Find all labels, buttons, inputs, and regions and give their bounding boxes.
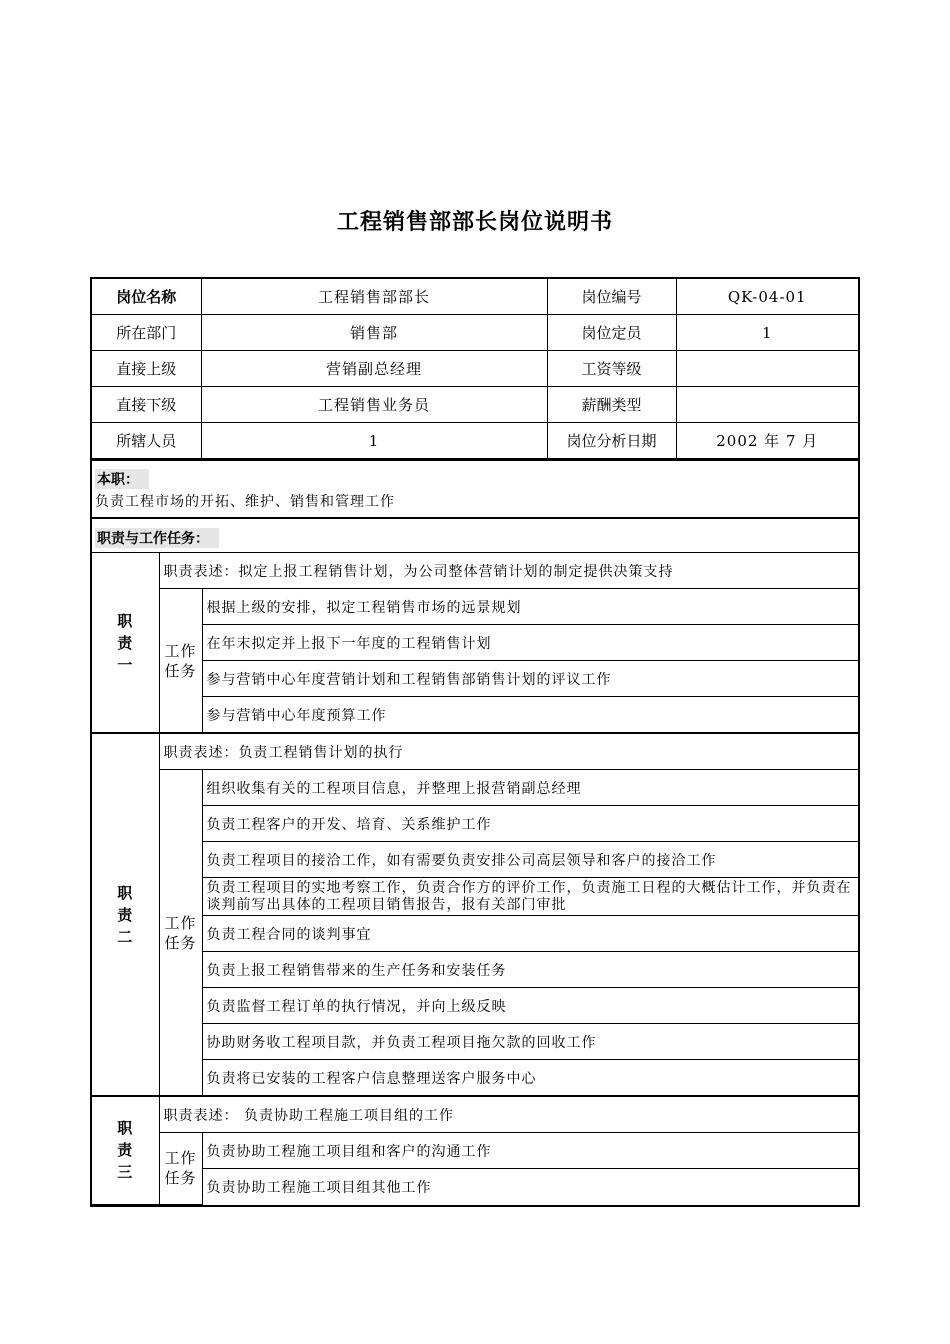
task-row [92,770,858,806]
superior-label: 直接上级 [92,351,201,387]
duties-tasks-label: 职责与工作任务： [95,528,219,548]
task-row [92,842,858,878]
task-item: 参与营销中心年度营销计划和工程销售部销售计划的评议工作 [202,661,858,697]
task-row [92,1024,858,1060]
task-item: 参与营销中心年度预算工作 [202,697,858,734]
analysis-date-value: 2002 年 7 月 [676,423,858,459]
subordinate-label: 直接下级 [92,387,201,423]
duty-two-cell [92,733,159,1096]
duty-statement: 职责表述：拟定上报工程销售计划，为公司整体营销计划的制定提供决策支持 [159,553,858,589]
task-row [92,661,858,697]
core-duty-label: 本职： [95,469,149,489]
salary-grade-label: 工资等级 [547,351,676,387]
basic-info-table [92,279,858,459]
headcount-label: 岗位定员 [547,315,676,351]
pay-type-label: 薪酬类型 [547,387,676,423]
task-label: 工作任务 [164,1149,197,1188]
position-name-value: 工程销售部部长 [201,279,547,315]
duty-statement-row [92,733,858,770]
task-item: 负责工程客户的开发、培育、关系维护工作 [202,806,858,842]
task-item: 根据上级的安排，拟定工程销售市场的远景规划 [202,589,858,625]
task-row [92,625,858,661]
duty-label: 职责二 [117,883,134,946]
managed-label: 所辖人员 [92,423,201,459]
duties-tasks-header [92,517,858,552]
duty-one-cell [92,553,159,734]
task-row [92,916,858,952]
task-item: 负责将已安装的工程客户信息整理送客户服务中心 [202,1060,858,1097]
task-row [92,1060,858,1097]
task-row [92,878,858,916]
analysis-date-label: 岗位分析日期 [547,423,676,459]
task-item: 在年末拟定并上报下一年度的工程销售计划 [202,625,858,661]
superior-value: 营销副总经理 [201,351,547,387]
duty-statement: 职责表述： 负责协助工程施工项目组的工作 [159,1096,858,1133]
task-item: 负责协助工程施工项目组其他工作 [202,1169,858,1205]
job-description-form [90,277,860,1207]
task-label-cell [159,1133,202,1205]
managed-value: 1 [201,423,547,459]
task-item: 负责工程合同的谈判事宜 [202,916,858,952]
document-title: 工程销售部部长岗位说明书 [336,210,613,235]
task-row [92,589,858,625]
task-row [92,1133,858,1169]
info-row [92,315,858,351]
task-row [92,988,858,1024]
duty-statement: 职责表述：负责工程销售计划的执行 [159,733,858,770]
task-label: 工作任务 [164,641,197,680]
info-row [92,279,858,315]
duty-label: 职责一 [117,611,134,674]
duty-statement-row [92,1096,858,1133]
task-label: 工作任务 [164,913,197,952]
core-duty-section [92,459,858,517]
task-row [92,806,858,842]
task-label-cell [159,770,202,1097]
position-code-label: 岗位编号 [547,279,676,315]
department-label: 所在部门 [92,315,201,351]
department-value: 销售部 [201,315,547,351]
task-item: 组织收集有关的工程项目信息，并整理上报营销副总经理 [202,770,858,806]
task-row [92,1169,858,1205]
info-row [92,351,858,387]
task-item: 协助财务收工程项目款，并负责工程项目拖欠款的回收工作 [202,1024,858,1060]
headcount-value: 1 [676,315,858,351]
task-item: 负责工程项目的实地考察工作，负责合作方的评价工作，负责施工日程的大概估计工作，并负责在谈判前写出具体的工程项目销售报告，报有关部门审批 [202,878,858,916]
task-row [92,697,858,734]
position-name-label: 岗位名称 [92,279,201,315]
core-duty-text: 负责工程市场的开拓、维护、销售和管理工作 [95,494,395,510]
subordinate-value: 工程销售业务员 [201,387,547,423]
info-row [92,423,858,459]
info-row [92,387,858,423]
task-row [92,952,858,988]
duty-three-cell [92,1096,159,1204]
task-item: 负责上报工程销售带来的生产任务和安装任务 [202,952,858,988]
salary-grade-value [676,351,858,387]
position-code-value: QK-04-01 [676,279,858,315]
duties-table [92,552,858,1205]
duty-label: 职责三 [117,1119,134,1182]
task-label-cell [159,589,202,734]
duty-statement-row [92,553,858,589]
task-item: 负责协助工程施工项目组和客户的沟通工作 [202,1133,858,1169]
pay-type-value [676,387,858,423]
task-item: 负责监督工程订单的执行情况，并向上级反映 [202,988,858,1024]
task-item: 负责工程项目的接洽工作，如有需要负责安排公司高层领导和客户的接洽工作 [202,842,858,878]
